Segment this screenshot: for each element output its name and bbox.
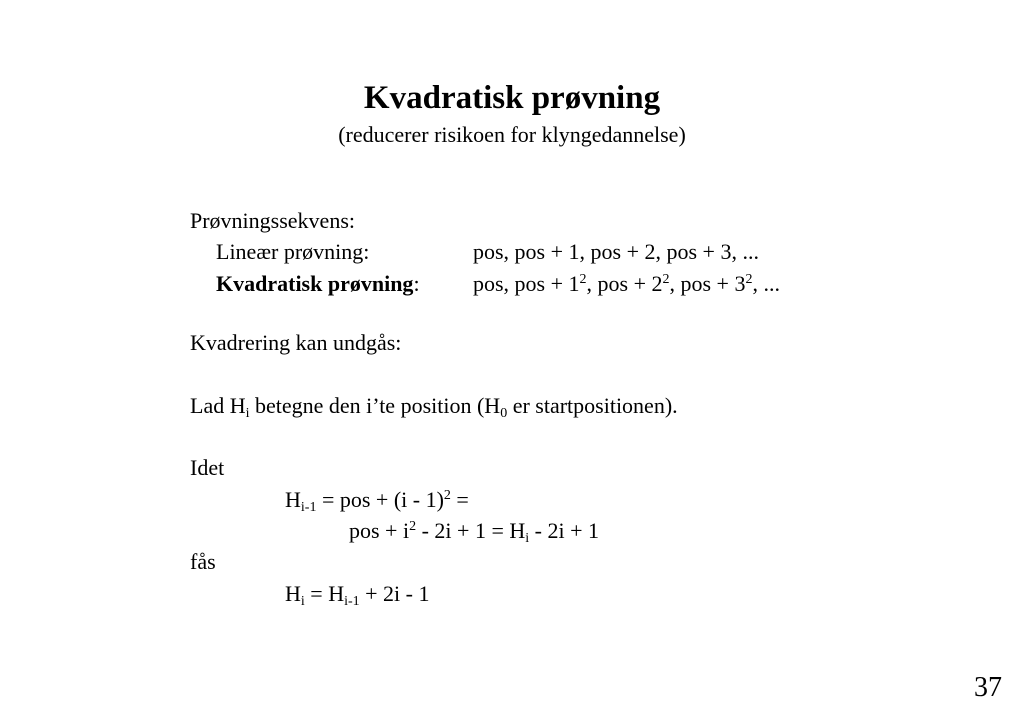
page-number: 37 [974,672,1002,703]
definition-subscript: 0 [500,406,508,421]
seq-exponent: 2 [579,272,587,287]
eq-part: - 2i + 1 [529,518,599,543]
eq-subscript: i [300,594,305,609]
eq-part: pos + i [349,518,410,543]
quadratic-probing-label-text: Kvadratisk prøvning [216,271,414,296]
slide-title: Kvadratisk prøvning [363,80,661,116]
definition-subscript: i [245,406,250,421]
eq-part: - 2i + 1 = H [416,518,526,543]
seq-exponent: 2 [662,272,670,287]
linear-probing-label: Lineær prøvning: [216,239,370,264]
eq-exponent: 2 [409,519,417,534]
definition-line [190,391,678,421]
eq-part: H [285,581,301,606]
quadratic-probing-label [216,269,420,299]
slide-subtitle: (reducerer risikoen for klyngedannelse) [338,122,686,147]
definition-part: betegne den i’te position (H [249,393,501,418]
faas-text: fås [190,549,216,574]
quadratic-probing-sequence [473,269,780,299]
seq-exponent: 2 [745,272,753,287]
definition-part: Lad H [190,393,246,418]
eq-subscript: i [525,531,530,546]
eq-part: = [450,487,469,512]
seq-part: , ... [752,271,780,296]
definition-part: er startpositionen). [507,393,678,418]
equation-2 [349,516,599,546]
seq-part: pos, pos + 1 [473,271,580,296]
linear-probing-sequence: pos, pos + 1, pos + 2, pos + 3, ... [473,239,759,264]
quadratic-probing-colon: : [413,271,420,296]
idet-text: Idet [190,455,225,480]
equation-3 [285,579,430,609]
eq-part: + 2i - 1 [359,581,430,606]
eq-part: = H [304,581,345,606]
eq-part: = pos + (i - 1) [316,487,444,512]
equation-1 [285,485,469,515]
eq-exponent: 2 [443,488,451,503]
eq-subscript: i-1 [300,500,317,515]
avoid-squaring-text: Kvadrering kan undgås: [190,330,402,355]
eq-part: H [285,487,301,512]
eq-subscript: i-1 [344,594,360,609]
seq-part: , pos + 3 [669,271,746,296]
probe-sequence-heading: Prøvningssekvens: [190,208,355,233]
seq-part: , pos + 2 [586,271,663,296]
